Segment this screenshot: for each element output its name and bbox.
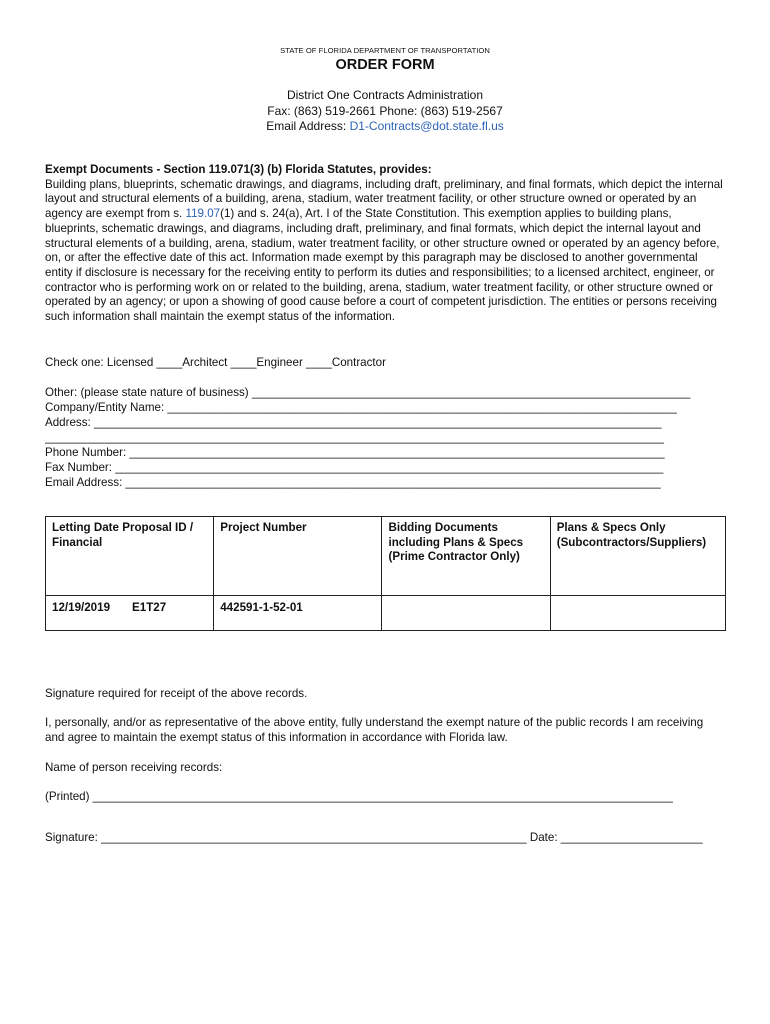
header-bidding-documents: Bidding Documents including Plans & Specs (Prime Contractor Only) [382,517,550,596]
email-link[interactable]: D1-Contracts@dot.state.fl.us [349,119,504,133]
exempt-documents-section [45,163,727,325]
header-project-number: Project Number [214,517,382,596]
address-line-2-field[interactable]: ________________________________________________________________________________________________ [45,431,664,444]
cell-letting-proposal [46,596,214,631]
agency-name: STATE OF FLORIDA DEPARTMENT OF TRANSPORTATION [280,46,490,55]
contact-block [45,88,725,135]
company-name-field[interactable]: Company/Entity Name: _______________________________________________________________________________ [45,401,677,414]
email-label: Email Address: [266,119,350,133]
header-plans-specs: Plans & Specs Only (Subcontractors/Suppliers) [550,517,725,596]
cell-proposal-id: E1T27 [132,601,167,614]
exempt-body [45,178,727,325]
header-letting-date: Letting Date Proposal ID / Financial [46,517,214,596]
email-address-field[interactable]: Email Address: ___________________________________________________________________________________ [45,476,661,489]
signature-date-field[interactable]: Signature: __________________________________________________________________ Date: ______________________ [45,831,703,844]
cell-plans-specs[interactable] [550,596,725,631]
fax-number-field[interactable]: Fax Number: _____________________________________________________________________________________ [45,461,664,474]
table-row [46,596,726,631]
page-title: ORDER FORM [335,57,435,73]
exempt-text-part2: (1) and s. 24(a), Art. I of the State Constitution. This exemption applies to building plans, blueprints, schematic drawings, and diagrams, including draft, preliminary, and final formats, which depict the internal layout and structural elements of a building, arena, stadium, water treatment facility, or other structure owned or operated by an agency before, on, or after the effective date of this act. Information made exempt by this paragraph may be disclosed to another governmental entity if disclosure is necessary for the receiving entity to perform its duties and responsibilities; to a licensed architect, engineer, or contractor who is performing work on or related to the building, arena, stadium, water treatment facility, or other structure owned or operated by an agency; or upon a showing of good cause before a court of competent jurisdiction. The entities or persons receiving such information shall maintain the exempt status of the information. [45,207,720,324]
records-table [45,516,726,631]
other-business-field[interactable]: Other: (please state nature of business) ____________________________________________________________________ [45,386,691,399]
cell-bidding-documents[interactable] [382,596,550,631]
cell-letting-date: 12/19/2019 [52,601,111,614]
cell-project-number: 442591-1-52-01 [214,596,382,631]
phone-number-field[interactable]: Phone Number: ___________________________________________________________________________________ [45,446,665,459]
acknowledgement-text: I, personally, and/or as representative of the above entity, fully understand the exempt nature of the public records I am receiving and agree to maintain the exempt status of this information in accordance with Florida law. [45,716,704,744]
name-label: Name of person receiving records: [45,761,223,774]
email-line [45,119,725,135]
license-check-line[interactable]: Check one: Licensed ____Architect ____Engineer ____Contractor [45,356,386,369]
printed-name-field[interactable]: (Printed) __________________________________________________________________________________________ [45,790,673,803]
statute-link[interactable]: 119.07 [185,207,221,221]
signature-required-text: Signature required for receipt of the above records. [45,687,308,700]
table-header-row [46,517,726,596]
exempt-heading: Exempt Documents - Section 119.071(3) (b) Florida Statutes, provides: [45,163,432,176]
address-field[interactable]: Address: ________________________________________________________________________________________ [45,416,662,429]
fax-phone: Fax: (863) 519-2661 Phone: (863) 519-2567 [267,103,503,118]
exempt-text-part1: Building plans, blueprints, schematic drawings, and diagrams, including draft, preliminary, and final formats, which depict the internal layout and structural elements of a building, arena, stadium, water treatment facility, or other structure owned or operated by an agency are exempt from s. [45,177,723,221]
office-name: District One Contracts Administration [286,88,484,102]
